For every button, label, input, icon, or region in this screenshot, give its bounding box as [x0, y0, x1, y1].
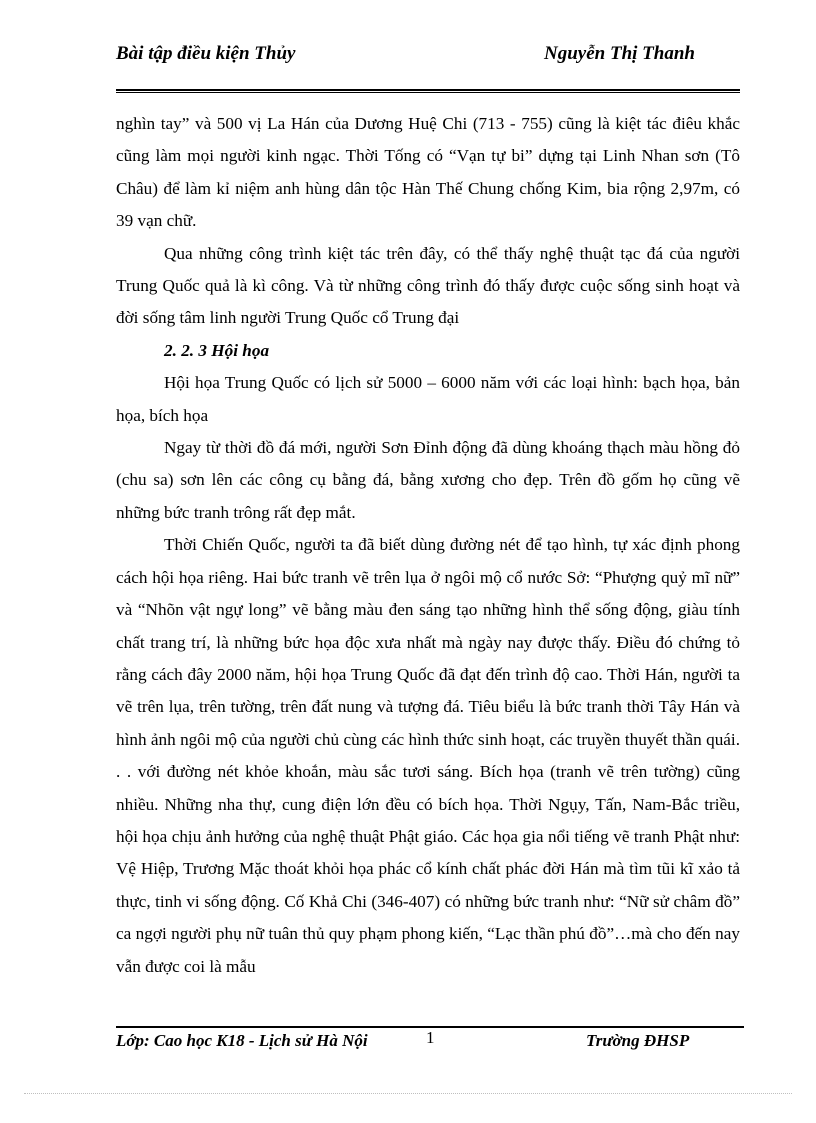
page-header [116, 42, 740, 90]
paragraph-2: Qua những công trình kiệt tác trên đây, có thể thấy nghệ thuật tạc đá của người Trung Quốc quả là kì công. Và từ những công trình đó thấy được cuộc sống sinh hoạt và đời sống tâm linh người Trung Quốc cổ Trung đại [116, 243, 740, 328]
paragraph-1: nghìn tay” và 500 vị La Hán của Dương Huệ Chi (713 - 755) cũng là kiệt tác điêu khắc cũng làm mọi người kinh ngạc. Thời Tống có “Vạn tự bi” dựng tại Linh Nhan sơn (Tô Châu) để làm kỉ niệm anh hùng dân tộc Hàn Thế Chung chống Kim, bia rộng 2,97m, có 39 vạn chữ. [116, 114, 740, 231]
header-left-text: Bài tập điều kiện Thủy [116, 43, 296, 64]
page-number: 1 [426, 1028, 435, 1047]
paragraph-4: Ngay từ thời đồ đá mới, người Sơn Đỉnh động đã dùng khoáng thạch màu hồng đỏ (chu sa) sơn lên các công cụ bằng đá, bằng xương cho đẹp. Trên đồ gốm họ cũng vẽ những bức tranh trông rất đẹp mắt. [116, 438, 740, 522]
section-heading: 2. 2. 3 Hội họa [164, 340, 270, 360]
header-rule [116, 89, 740, 91]
header-right-text: Nguyễn Thị Thanh [544, 43, 695, 64]
paragraph-3: Hội họa Trung Quốc có lịch sử 5000 – 6000 năm với các loại hình: bạch họa, bản họa, bích họa [116, 373, 740, 425]
footer-right-text: Trường ĐHSP [586, 1031, 690, 1050]
header-rule-thin [116, 92, 740, 93]
paragraph-5: Thời Chiến Quốc, người ta đã biết dùng đường nét để tạo hình, tự xác định phong cách hội họa riêng. Hai bức tranh vẽ trên lụa ở ngôi mộ cổ nước Sở: “Phượng quỷ mĩ nữ” và “Nhõn vật ngự long” vẽ bằng màu đen sáng tạo những hình thể sống động, giàu tính chất trang trí, là những bức họa độc xưa nhất mà ngày nay được thấy. Điều đó chứng tỏ rằng cách đây 2000 năm, hội họa Trung Quốc đã đạt đến trình độ cao. Thời Hán, người ta vẽ trên lụa, trên tường, trên đất nung và tượng đá. Tiêu biểu là bức tranh thời Tây Hán và hình ảnh ngôi mộ của người chủ cùng các hình thức sinh hoạt, các truyền thuyết thần quái. . . với đường nét khỏe khoắn, màu sắc tươi sáng. Bích họa (tranh vẽ trên tường) cũng nhiều. Những nha thự, cung điện lớn đều có bích họa. Thời Ngụy, Tấn, Nam-Bắc triều, hội họa chịu ảnh hưởng của nghệ thuật Phật giáo. Các họa gia nổi tiếng vẽ tranh Phật như: Vệ Hiệp, Trương Mặc thoát khỏi họa phác cổ kính chất phác đời Hán mà tìm tũi kĩ xảo tả thực, tinh vi sống động. Cố Khả Chi (346-407) có những bức tranh như: “Nữ sử châm đồ” ca ngợi người phụ nữ tuân thủ quy phạm phong kiến, “Lạc thần phú đồ”…mà cho đến nay vẫn được coi là mẫu [116, 535, 740, 976]
page-footer [116, 1030, 744, 1076]
document-body [116, 108, 740, 983]
footer-left-text: Lớp: Cao học K18 - Lịch sử Hà Nội [116, 1031, 368, 1050]
page-boundary [24, 1093, 792, 1094]
